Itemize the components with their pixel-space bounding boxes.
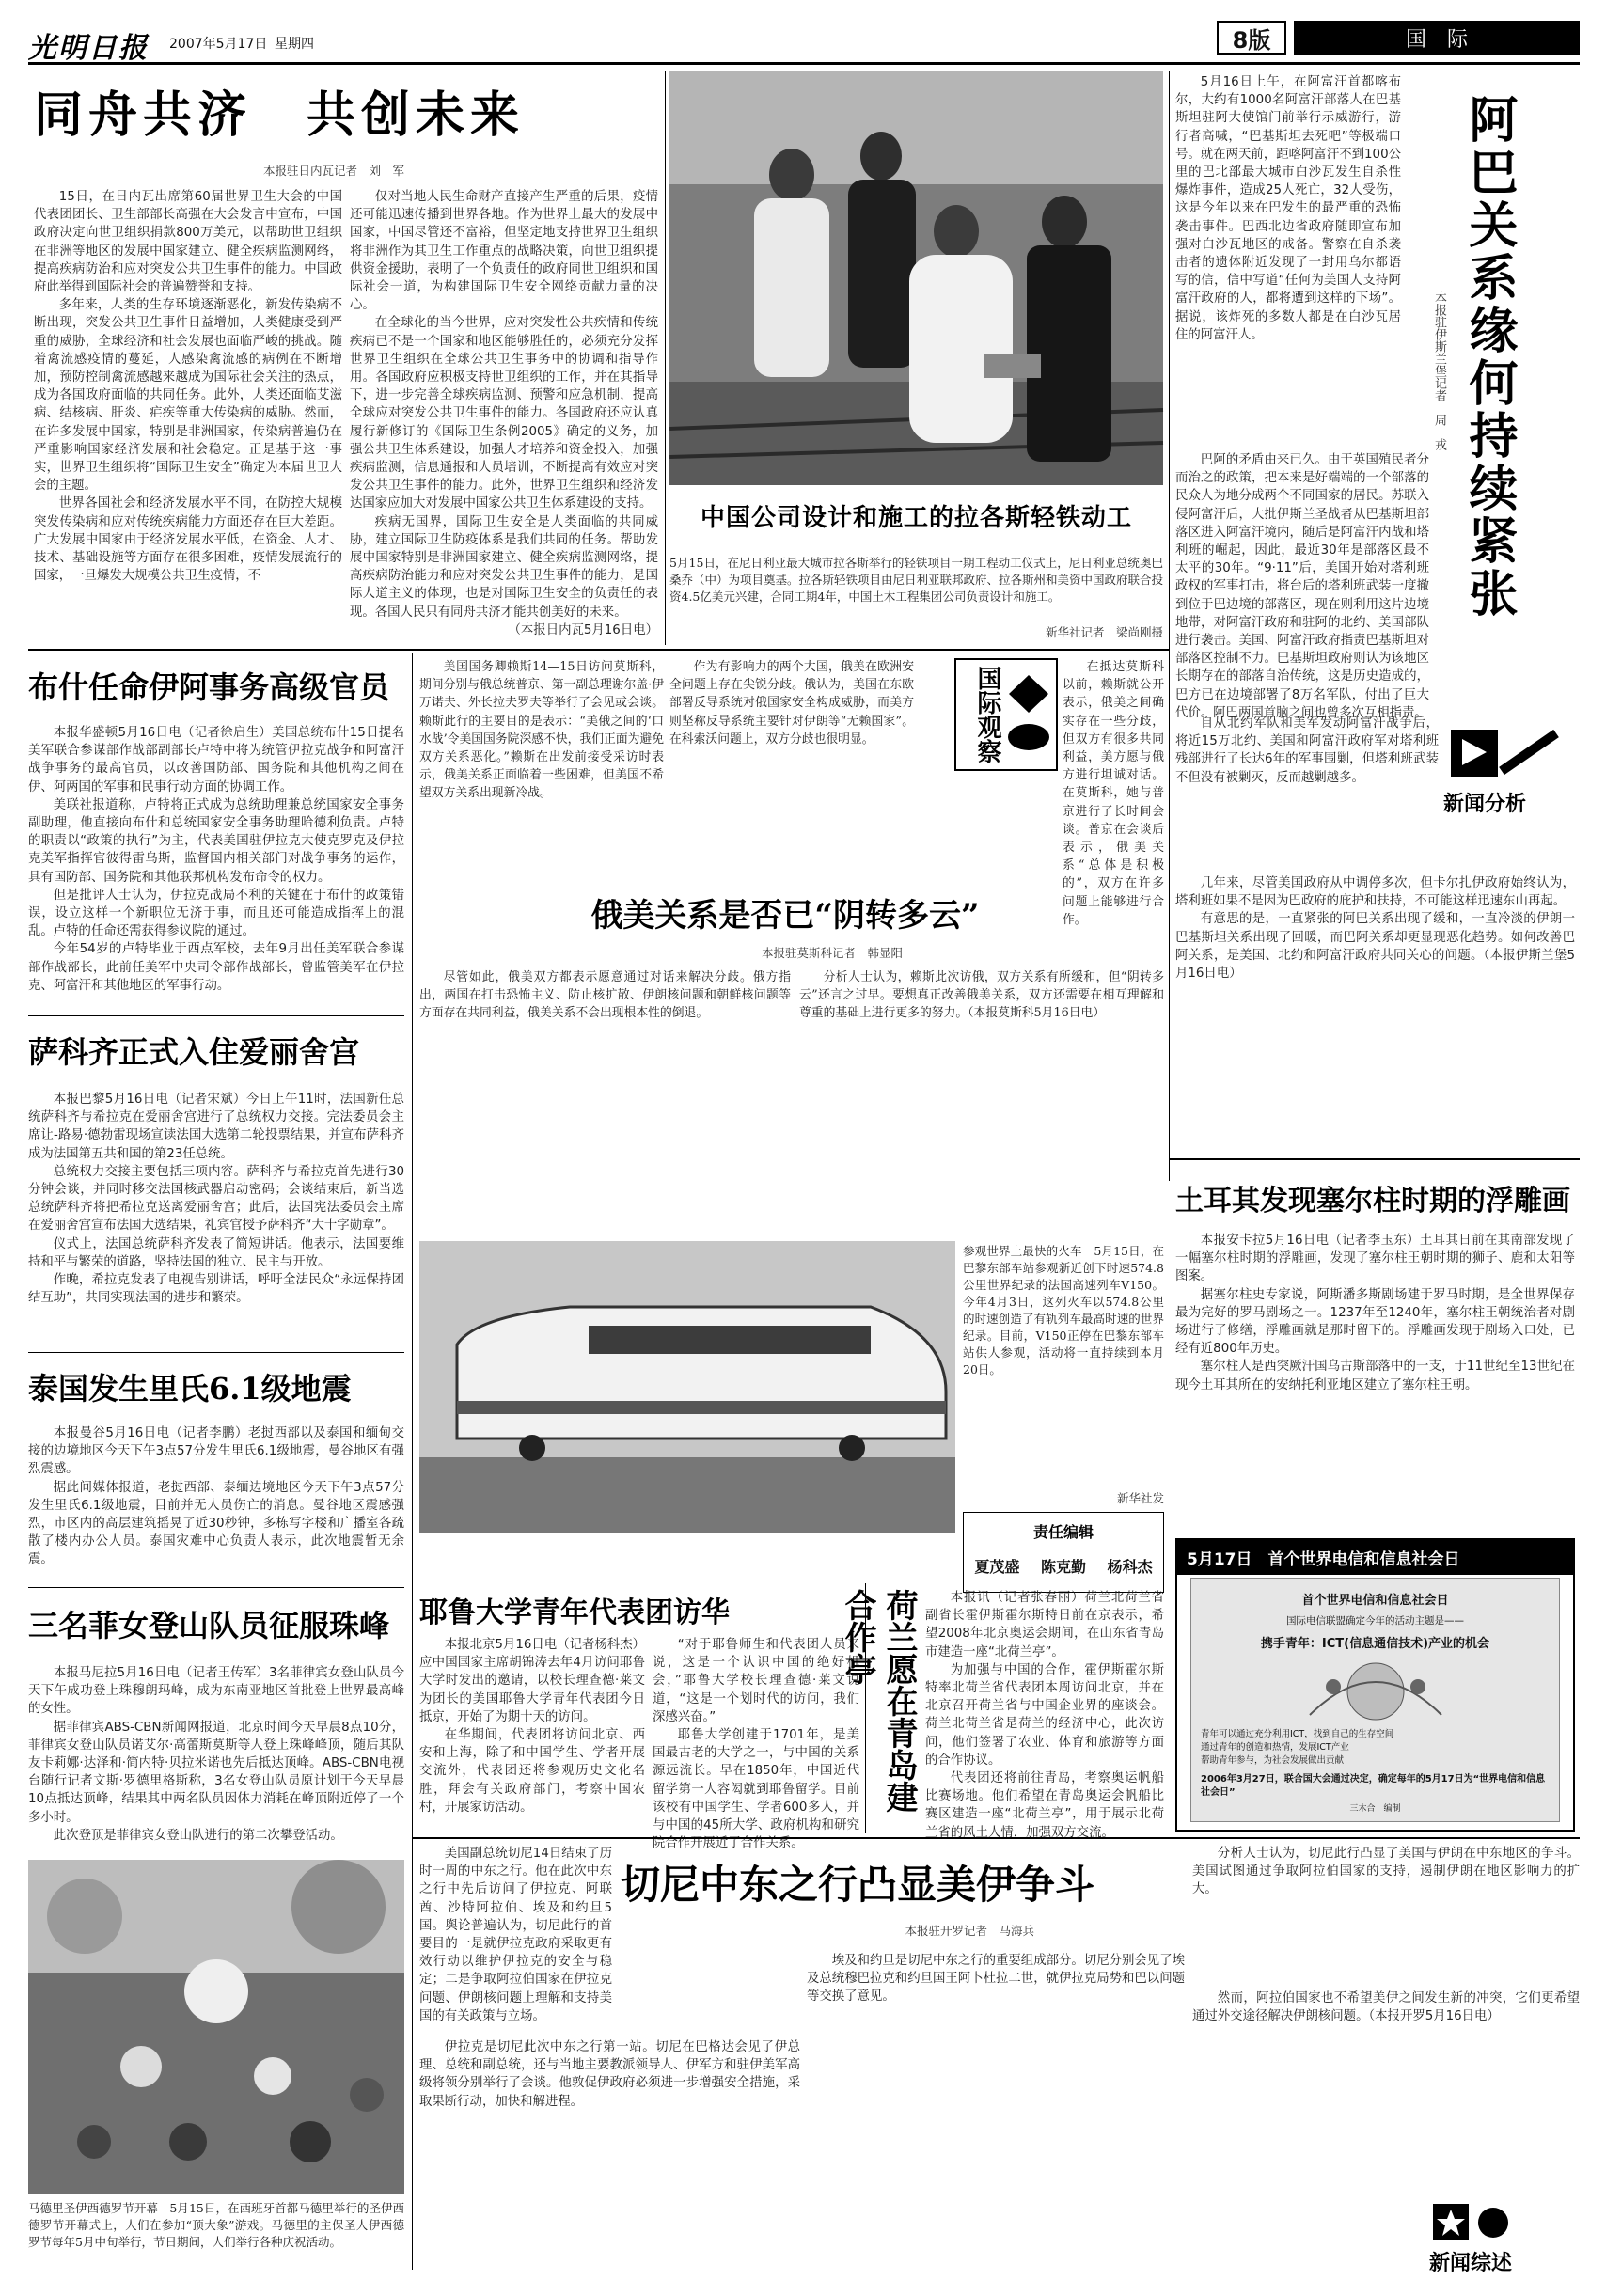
everest-paragraph: 据菲律宾ABS-CBN新闻网报道，北京时间今天早晨8点10分，菲律宾女登山队员诺艾尔·高蕾斯莫斯等人登上珠峰峰顶，随后其队友卡莉娜·达泽和·简内特·贝拉米诺也先后抵达顶峰。ABS-CBN电视台随行记者文斯·罗德里格斯称，3名女登山队员原计划于今天早晨10点抵达顶峰，结果其中两名队员因体力消耗在峰顶附近停了一个多小时。: [28, 1720, 404, 1825]
news-analysis-tag: 新闻分析: [1443, 792, 1527, 816]
cheney-paragraph: 美国副总统切尼14日结束了历时一周的中东之行。他在此次中东之行中先后访问了伊拉克、阿联酋、沙特阿拉伯、埃及和约旦5国。舆论普遍认为，切尼此行的首要目的一是就伊拉克政府采取更有效行动以维护伊拉克的安全与稳定；二是争取阿拉伯国家在伊拉克问题、伊朗核问题上理解和支持美国的有关政策与立场。: [419, 1847, 612, 2023]
cheney-paragraph: 然而，阿拉伯国家也不希望美伊之间发生新的冲突，它们更希望通过外交途径解决伊朗核问题。（本报开罗5月16日电）: [1192, 1991, 1580, 2024]
lead-paragraph: 多年来，人类的生存环境逐渐恶化，新发传染病不断出现，突发公共卫生事件日益增加，人类健康受到严重的威胁，全球经济和社会发展也面临严峻的挑战。随着禽流感疫情的蔓延，人感染禽流感的病例在不断增加，预防控制禽流感越来越成为国际社会关注的热点，成为各国政府面临的共同任务。此外，人类还面临艾滋病、结核病、肝炎、疟疾等重大传染病的威胁。然而，在许多发展中国家，特别是非洲国家，传染病普遍仍在严重影响国家经济发展和社会稳定。正是基于这一事实，世界卫生组织将“国际卫生安全”确定为本届世卫大会的主题。: [34, 298, 342, 494]
lead-paragraph: 仅对当地人民生命财产直接产生严重的后果，疫情还可能迅速传播到世界各地。作为世界上最大的发展中国家，中国尽管还不富裕，但坚定地支持世界卫生组织将非洲作为其卫生工作重点的战略决策，向世卫组织提供资金援助，表明了一个负责任的政府同世卫组织和国际社会一道，为构建国际卫生安全网络贡献力量的决心。: [350, 190, 658, 313]
telecom-poster-title: 首个世界电信和信息社会日: [1301, 1594, 1449, 1608]
russia-us-col-2: [669, 658, 914, 846]
russia-us-paragraph: 在抵达莫斯科以前，赖斯就公开表示，俄美之间确实存在一些分歧，但双方有很多共同利益，美方愿与俄方进行坦诚对话。在莫斯科，她与普京进行了长时间会谈。普京在会谈后表示，俄美关系“总体是积极的”，双方在许多问题上能够进行合作。: [1063, 660, 1164, 927]
yale-paragraph: 在华期间，代表团将访问北京、西安和上海，除了和中国学生、学者开展交流外，代表团还将参观历史文化名胜，拜会有关政府部门，考察中国农村，开展家访活动。: [419, 1728, 645, 1815]
telecom-poster-theme: 携手青年：ICT(信息通信技术)产业的机会: [1260, 1637, 1490, 1651]
section-rule: [412, 1837, 1580, 1839]
sarkozy-paragraph: 仪式上，法国总统萨科齐发表了简短讲话。他表示，法国要维持和平与繁荣的道路，坚持法国的独立、民主与开放。: [28, 1236, 404, 1269]
analysis-arrow-icon: [1443, 724, 1575, 780]
turkey-headline: 土耳其发现塞尔柱时期的浮雕画: [1175, 1185, 1570, 1218]
yale-paragraph: “对于耶鲁师生和代表团人员来说，这是一个认识中国的绝好机会，”耶鲁大学校长理查德·莱文说道，“这是一个划时代的访问，我们深感兴奋。”: [653, 1638, 859, 1724]
editors-title: 责任编辑: [1032, 1523, 1094, 1541]
column-divider: [665, 71, 666, 645]
afpak-column-4: [1175, 874, 1575, 1147]
thai-quake-paragraph: 本报曼谷5月16日电（记者李鹏）老挝西部以及泰国和缅甸交接的边境地区今天下午3点57分发生里氏6.1级地震，曼谷地区有强烈震感。: [28, 1426, 404, 1477]
afpak-paragraph: 自从北约军队和美军发动阿富汗战争后，将近15万北约、美国和阿富汗政府军对塔利班残部进行了长达6年的军事围剿，但塔利班武装不但没有被剿灭，反而越剿越多。: [1175, 716, 1439, 785]
everest-paragraph: 此次登顶是菲律宾女登山队进行的第二次攀登活动。: [53, 1828, 343, 1843]
telecom-poster-footer: 2006年3月27日，联合国大会通过决定，确定每年的5月17日为“世界电信和信息社会日”: [1201, 1774, 1546, 1798]
turkey-paragraph: 塞尔柱人是西突厥汗国乌古斯部落中的一支，于11世纪至13世纪在现今土耳其所在的安纳托利亚地区建立了塞尔柱王朝。: [1175, 1360, 1575, 1392]
news-review-badge: [1429, 2200, 1580, 2281]
lead-column-2: [350, 188, 658, 639]
masthead-rule: [28, 62, 1580, 65]
ceremony-scene-illustration: [669, 71, 1163, 485]
lagos-rail-credit: 新华社记者 梁尚刚摄: [1045, 625, 1163, 639]
column-divider: [1169, 71, 1170, 1181]
thai-quake-headline: 泰国发生里氏6.1级地震: [28, 1371, 352, 1407]
russia-us-paragraph: 分析人士认为，赖斯此次访俄，双方关系有所缓和，但“阴转多云”还言之过早。要想真正改善俄美关系，双方还需要在相互理解和尊重的基础上进行更多的努力。（本报莫斯科5月16日电）: [799, 970, 1164, 1021]
editors-names: [964, 1555, 1163, 1577]
brief-rule: [28, 1352, 404, 1353]
cheney-col-3: [419, 2038, 800, 2273]
afpak-column-2: [1175, 451, 1429, 720]
issue-date: 2007年5月17日: [169, 37, 268, 52]
lead-paragraph: 世界各国社会和经济发展水平不同，在防控大规模突发传染病和应对传统疾病能力方面还存在巨大差距。广大发展中国家由于经济发展水平低，在资金、人才、技术、基础设施等方面存在很多困难，疫情发展流行的国家，一旦爆发大规模公共卫生疫情，不: [34, 496, 342, 584]
netherlands-body: [925, 1589, 1164, 1840]
section-rule: [1169, 1158, 1580, 1160]
everest-headline: 三名菲女登山队员征服珠峰: [28, 1608, 390, 1643]
train-illustration: [419, 1241, 955, 1533]
telecom-poster-illustration: [1282, 1659, 1470, 1724]
everest-body: [28, 1664, 404, 1852]
cheney-col-2: [1192, 1845, 1580, 1986]
telecom-note: 青年可以通过充分利用ICT，找到自己的生存空间: [1201, 1729, 1394, 1739]
issue-weekday: 星期四: [275, 37, 314, 52]
news-analysis-badge: [1443, 724, 1575, 818]
turkey-paragraph: 本报安卡拉5月16日电（记者李玉东）土耳其日前在其南部发现了一幅塞尔柱时期的浮雕画，发现了塞尔柱王朝时期的狮子、鹿和太阳等图案。: [1175, 1234, 1575, 1284]
bush-paragraph: 今年54岁的卢特毕业于西点军校，去年9月出任美军联合参谋部作战部长，此前任美军中央司令部作战部长，曾监管美军在伊拉克、阿富汗和其他地区的军事行动。: [28, 942, 404, 993]
afpak-paragraph: 几年来，尽管美国政府从中调停多次，但卡尔扎伊政府始终认为，塔利班如果不是因为巴政府的庇护和扶持，不可能这样迅速东山再起。: [1175, 876, 1575, 909]
telecom-day-headline: 5月17日 首个世界电信和信息社会日: [1177, 1540, 1573, 1575]
yale-paragraph: 本报北京5月16日电（记者杨科杰）应中国国家主席胡锦涛去年4月访问耶鲁大学时发出的邀请，以校长理查德·莱文为团长的美国耶鲁大学青年代表团今日抵京，开始了为期十天的访问。: [419, 1638, 645, 1724]
international-watch-badge: [954, 658, 1058, 771]
news-review-tag: 新闻综述: [1429, 2251, 1513, 2275]
telecom-poster-subtitle: 国际电信联盟确定今年的活动主题是——: [1286, 1615, 1464, 1627]
afpak-intro-column: [1175, 73, 1401, 449]
crowd-scene-illustration: [28, 1860, 404, 2194]
russia-us-col-1: [419, 658, 664, 846]
sarkozy-headline: 萨科齐正式入住爱丽舍宫: [28, 1034, 360, 1070]
cheney-headline: 切尼中东之行凸显美伊争斗: [621, 1862, 1095, 1908]
telecom-note: 帮助青年参与，为社会发展做出贡献: [1201, 1755, 1345, 1766]
bush-paragraph: 但是批评人士认为，伊拉克战局不利的关键在于布什的政策错误，设立这样一个新职位无济于事，而且还可能造成指挥上的混乱。卢特的任命还需获得参议院的通过。: [28, 888, 404, 939]
editors-box: [963, 1512, 1164, 1593]
sarkozy-paragraph: 作晚，希拉克发表了电视告别讲话，呼吁全法民众“永远保持团结互助”，共同实现法国的进步和繁荣。: [28, 1273, 404, 1306]
v150-train-credit: 新华社发: [1116, 1491, 1164, 1505]
afpak-column-3: [1175, 715, 1439, 874]
madrid-festival-photo: [28, 1860, 404, 2194]
international-watch-tag: 国际观察: [973, 666, 1001, 763]
lead-paragraph: 15日，在日内瓦出席第60届世界卫生大会的中国代表团团长、卫生部部长高强在大会发言中宣布，中国政府决定向世卫组织捐款800万美元，以帮助世卫组织在非洲等地区的发展中国家建立、健全疾病监测网络，提高疾病防治和应对突发公共卫生事件的能力。中国政府此举得到国际社会的普遍赞誉和支持。: [34, 190, 342, 295]
review-star-icon: [1429, 2200, 1523, 2243]
bush-body: [28, 724, 404, 1006]
afpak-paragraph: 巴阿的矛盾由来已久。由于英国殖民者分而治之的政策，把本来是好端端的一个部落的民众人为地分成两个不同国家的居民。苏联入侵阿富汗后，大批伊斯兰圣战者从巴基斯坦部落区进入阿富汗境内，随后是阿富汗内战和塔利班的崛起，因此，最近30年是部落区最不太平的30年。“9·11”后，美国开始对塔利班政权的军事打击，将台后的塔利班武装一度撤到位于巴边境的部落区，现在则利用这片边境地带，对阿富汗政府和驻阿的北约、美国部队进行袭击。美国、阿富汗政府指责巴基斯坦对部落区控制不力。巴基斯坦政府则认为该地区长期存在的部落自治传统，这是历史造成的，巴方已在边境部署了8万名军队，付出了巨大代价。阿巴两国首脑之间也曾多次互相指责。: [1175, 453, 1429, 720]
thai-quake-body: [28, 1424, 404, 1580]
telecom-poster: [1190, 1578, 1560, 1822]
lead-headline: 同舟共济 共创未来: [34, 86, 526, 144]
everest-paragraph: 本报马尼拉5月16日电（记者王传军）3名菲律宾女登山队员今天下午成功登上珠穆朗玛峰，成为东南亚地区首批登上世界最高峰的女性。: [28, 1666, 404, 1717]
lead-dateline: （本报日内瓦5月16日电）: [508, 622, 658, 637]
telecom-poster-notes: [1191, 1724, 1559, 1771]
turkey-paragraph: 据塞尔柱史专家说，阿斯潘多斯剧场建于罗马时期，是全世界保存最为完好的罗马剧场之一。1237年至1240年，塞尔柱王朝统治者对剧场进行了修缮，浮雕画就是那时留下的。浮雕画发现于剧场入口处，已经有近800年历史。: [1175, 1287, 1575, 1357]
turkey-body: [1175, 1232, 1575, 1533]
yale-paragraph: 耶鲁大学创建于1701年，是美国最古老的大学之一，与中国的关系源远流长。早在1850年，中国近代留学第一人容闳就到耶鲁留学。目前该校有中国学生、学者600多人，并与中国的45所大学、政府机构和研究院合作开展近了合作关系。: [653, 1728, 859, 1851]
netherlands-headline: 荷兰愿在青岛建合作亭: [839, 1589, 918, 1813]
netherlands-paragraph: 本报讯（记者张春丽）荷兰北荷兰省副省长霍伊斯霍尔斯特日前在京表示，希望2008年北京奥运会期间，在山东省青岛市建造一座“北荷兰亭”。: [925, 1591, 1164, 1659]
madrid-festival-caption: 马德里圣伊西德罗节开幕 5月15日，在西班牙首都马德里举行的圣伊西德罗节开幕式上，人们在参加“顶大象”游戏。马德里的主保圣人伊西德罗节每年5月中旬举行，节日期间，人们举行各种庆祝活动。: [28, 2201, 404, 2249]
russia-us-col-3: [1063, 658, 1164, 927]
editor-name: 夏茂盛: [974, 1558, 1020, 1576]
cheney-paragraph: 伊拉克是切尼此次中东之行第一站。切尼在巴格达会见了伊总理、总统和副总统，还与当地主要教派领导人、伊军方和驻伊美军高级将领分别举行了会谈。他敦促伊政府必须进一步增强安全措施，采取果断行动，加快和解进程。: [419, 2040, 800, 2109]
netherlands-paragraph: 为加强与中国的合作，霍伊斯霍尔斯特率北荷兰省代表团本周访问北京，并在北京召开荷兰省与中国企业界的座谈会。荷兰北荷兰省是荷兰的经济中心，此次访问，他们签署了农业、体育和旅游等方面的合作协议。: [925, 1662, 1164, 1768]
russia-us-col-5: [799, 968, 1164, 1227]
lead-column-1: [34, 188, 342, 639]
cheney-paragraph: 埃及和约旦是切尼中东之行的重要组成部分。切尼分别会见了埃及总统穆巴拉克和约旦国王阿卜杜拉二世，就伊拉克局势和巴以问题等交换了意见。: [807, 1954, 1185, 2005]
telecom-poster-credit: 三木合 编制: [1349, 1804, 1401, 1814]
page-number: 8版: [1217, 21, 1286, 55]
yale-col-1: [419, 1636, 645, 1829]
globe-icon: [1005, 671, 1052, 756]
v150-train-photo: [419, 1241, 955, 1533]
russia-us-paragraph: 美国国务卿赖斯14—15日访问莫斯科，期间分别与俄总统普京、第一副总理谢尔盖·伊万诺夫、外长拉夫罗夫等举行了会见或会谈。赖斯此行的主要目的是表示：“美俄之间的‘口水战’令美国国务院深感不快，我们正面为避免双方关系恶化。”赖斯在出发前接受采访时表示，俄美关系正面临着一些困难，但美国不希望双方关系出现新冷战。: [419, 660, 665, 801]
editor-name: 陈克勤: [1040, 1558, 1086, 1576]
afpak-paragraph: 5月16日上午，在阿富汗首都喀布尔，大约有1000名阿富汗部落人在巴基斯坦驻阿大使馆门前举行示威游行，游行者高喊，“巴基斯坦去死吧”等极端口号。就在两天前，距喀阿富汗不到100公里的巴北部最大城市白沙瓦发生自杀性爆炸事件，造成25人死亡，32人受伤，这是今年以来在巴发生的最严重的恐怖袭击事件。巴西北边省政府随即宣布加强对白沙瓦地区的戒备。警察在自杀袭击者的遗体附近发现了一封用乌尔都语写的信，信中写道“任何为美国人支持阿富汗政府的人，都将遭到这样的下场”。据说，该炸死的多数人都是在白沙瓦居住的阿富汗人。: [1175, 75, 1401, 342]
afpak-headline: 阿巴关系缘何持续紧张: [1460, 94, 1518, 621]
russia-us-byline: 本报驻莫斯科记者 韩显阳: [761, 946, 903, 960]
newspaper-logo: 光明日报: [28, 32, 149, 65]
afpak-paragraph: 有意思的是，一直紧张的阿巴关系出现了缓和，一直冷淡的伊朗一巴基斯坦关系出现了回暖，而巴阿关系却更显现恶化趋势。如何改善巴阿关系，是美国、北约和阿富汗政府共同关心的问题。（本报伊斯兰堡5月16日电）: [1175, 912, 1575, 982]
bush-paragraph: 本报华盛顿5月16日电（记者徐启生）美国总统布什15日提名美军联合参谋部作战部副部长卢特中将为统管伊拉克战争和阿富汗战争事务的最高官员，以改善国防部、国务院和其他机构之间在伊、阿两国的军事和民事行动方面的协调工作。: [28, 726, 404, 794]
brief-rule: [28, 1015, 404, 1016]
yale-col-2: [653, 1636, 859, 1851]
column-divider: [412, 653, 413, 2270]
lagos-rail-photo: [669, 71, 1163, 485]
russia-us-paragraph: 作为有影响力的两个大国，俄美在欧洲安全问题上存在尖锐分歧。俄认为，美国在东欧部署反导系统对俄国家安全构成威胁，而美方则坚称反导系统主要针对伊朗等“无赖国家”。在科索沃问题上，双方分歧也很明显。: [669, 660, 914, 747]
v150-train-caption: 参观世界上最快的火车 5月15日，在巴黎东部车站参观新近创下时速574.8公里世界纪录的法国高速列车V150。今年4月3日，这列火车以574.8公里的时速创造了有轨列车最高时速的世界纪录。目前，V150正停在巴黎东部车站供人参观，活动将一直持续到本月20日。: [963, 1244, 1164, 1376]
afpak-byline: 本报驻伊斯兰堡记者 周 戎: [1432, 291, 1446, 450]
russia-us-headline: 俄美关系是否已“阴转多云”: [590, 897, 980, 935]
section-rule: [28, 649, 1169, 651]
lagos-rail-caption: 5月15日，在尼日利亚最大城市拉各斯举行的轻铁项目一期工程动工仪式上，尼日利亚总统奥巴桑乔（中）为项目奠基。拉各斯轻铁项目由尼日利亚联邦政府、拉各斯州和美资中国政府联合投资4.5亿美元兴建，合同工期4年，中国土木工程集团公司负责设计和施工。: [669, 556, 1164, 604]
brief-rule: [28, 1587, 404, 1588]
section-label: 国 际: [1294, 21, 1580, 55]
lead-paragraph: 在全球化的当今世界，应对突发性公共疾情和传统疾病已不是一个国家和地区能够胜任的，必须充分发挥世界卫生组织在全球公共卫生事务中的协调和指导作用。各国政府应积极支持世卫组织的工作，并在其指导下，进一步完善全球疾病监测、预警和应急机制，提高全球应对突发公共卫生事件的能力。各国政府还应认真履行新修订的《国际卫生条例2005》确定的义务，加强公共卫生体系建设，加强人才培养和资金投入，加强疾病监测，信息通报和人员培训，不断提高有效应对突发公共卫生事件的能力。此外，世界卫生组织和经济发达国家应加大对发展中国家公共卫生体系建设的支持。: [350, 316, 658, 511]
russia-us-col-4: [419, 968, 791, 1227]
cheney-col-5: [1192, 1989, 1580, 2192]
cheney-byline: 本报驻开罗记者 马海兵: [905, 1924, 1034, 1938]
yale-headline: 耶鲁大学青年代表团访华: [419, 1596, 730, 1629]
cheney-paragraph: 分析人士认为，切尼此行凸显了美国与伊朗在中东地区的争斗。美国试图通过争取阿拉伯国家的支持，遏制伊朗在地区影响力的扩大。: [1192, 1847, 1580, 1897]
bush-paragraph: 美联社报道称，卢特将正式成为总统助理兼总统国家安全事务副助理，他直接向布什和总统国家安全事务助理哈德利负责。卢特的职责以“政策的执行”为主，代表美国驻伊拉克大使克罗克及伊拉克美军指挥官彼得雷乌斯，监督国内相关部门对战争事务的运作，具有国防部、国务院和其他联邦机构发布命令的权力。: [28, 797, 404, 885]
sarkozy-body: [28, 1091, 404, 1345]
lagos-rail-headline: 中国公司设计和施工的拉各斯轻铁动工: [700, 504, 1132, 532]
sarkozy-paragraph: 本报巴黎5月16日电（记者宋斌）今日上午11时，法国新任总统萨科齐与希拉克在爱丽舍宫进行了总统权力交接。完法委员会主席让-路易·德勃雷现场宣读法国大选第二轮投票结果，并宣布萨科齐成为法国第五共和国的第23任总统。: [28, 1093, 404, 1161]
thai-quake-paragraph: 据此间媒体报道，老挝西部、泰缅边境地区今天下午3点57分发生里氏6.1级地震，目前并无人员伤亡的消息。曼谷地区震感强烈，市区内的高层建筑摇晃了近30秒钟，多栋写字楼和广播室各疏散了楼内办公人员。泰国灾难中心负责人表示，此次地震暂无余震。: [28, 1480, 404, 1567]
cheney-col-4: [807, 1952, 1185, 2273]
russia-us-paragraph: 尽管如此，俄美双方都表示愿意通过对话来解决分歧。俄方指出，两国在打击恐怖主义、防止核扩散、伊朗核问题和朝鲜核问题等方面存在共同利益，俄美关系不会出现根本性的倒退。: [419, 970, 791, 1021]
masthead: [28, 24, 1580, 65]
telecom-note: 通过青年的创造和热情，发展ICT产业: [1201, 1742, 1349, 1753]
bush-headline: 布什任命伊阿事务高级官员: [28, 669, 390, 705]
sarkozy-paragraph: 总统权力交接主要包括三项内容。萨科齐与希拉克首先进行30分钟会谈，并同时移交法国核武器启动密码；会谈结束后，新当选总统萨科齐将把希拉克送离爱丽舍宫；此后，法国宪法委员会主席在爱丽舍宫宣布法国大选结果，礼宾官授予萨科齐“大十字勋章”。: [28, 1164, 404, 1234]
lead-byline: 本报驻日内瓦记者 刘 军: [262, 164, 404, 178]
editor-name: 杨科杰: [1107, 1558, 1153, 1576]
lead-paragraph: 疾病无国界，国际卫生安全是人类面临的共同威胁，建立国际卫生防疫体系是我们共同的任务。帮助发展中国家特别是非洲国家建立、健全疾病监测网络，提高疾病防治能力和应对突发公共卫生事件的能力，是国际人道主义的体现，也是对国际卫生安全的负责任的表现。各国人民只有同舟共济才能共创美好的未来。: [350, 514, 658, 620]
cheney-col-1: [419, 1845, 612, 2033]
telecom-day-box: [1175, 1538, 1575, 1832]
netherlands-paragraph: 代表团还将前往青岛，考察奥运帆船比赛场地。他们希望在青岛奥运会帆船比赛区建造一座“北荷兰亭”，用于展示北荷兰省的风土人情，加强双方交流。: [925, 1771, 1164, 1840]
